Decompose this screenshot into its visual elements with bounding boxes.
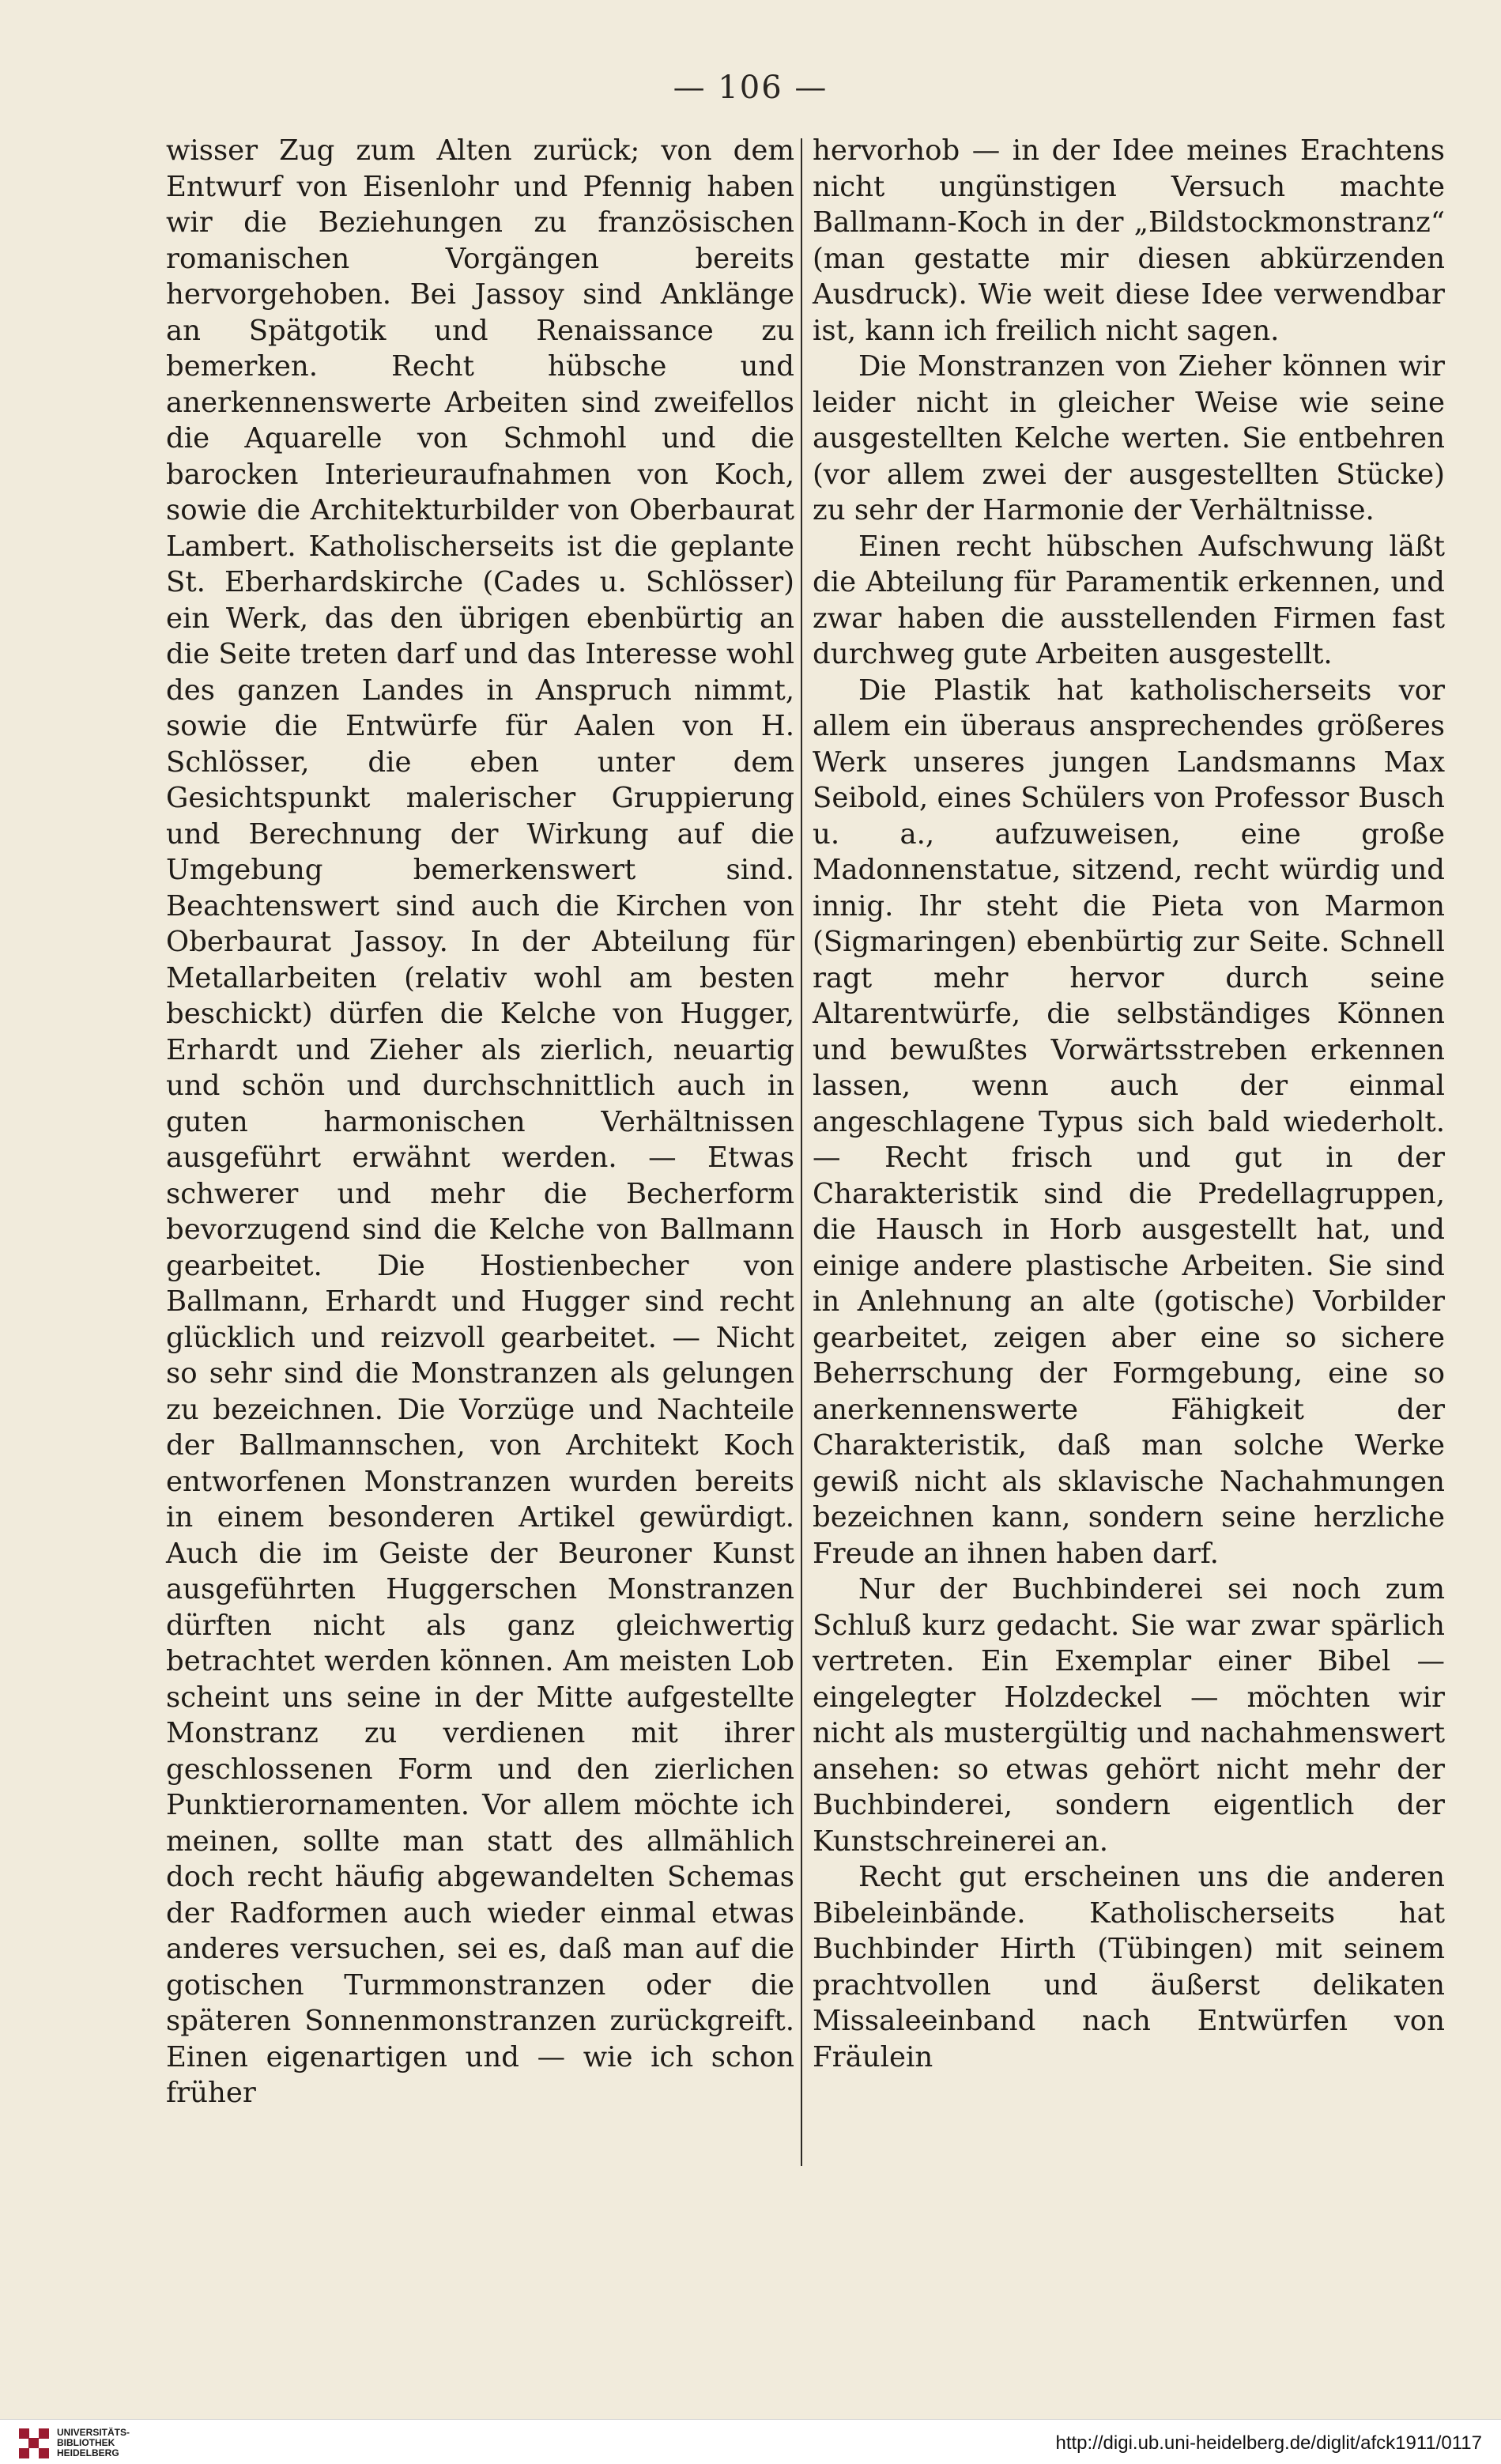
column-divider	[801, 138, 802, 2166]
paragraph: Recht gut erscheinen uns die anderen Bibeleinbände. Katholischerseits hat Buchbinder Hirth (Tübingen) mit seinem prachtvollen und äußerst delikaten Missaleeinband nach Entwürfen von Fräulein	[813, 1861, 1445, 2073]
library-name-line: BIBLIOTHEK	[57, 2437, 115, 2448]
paragraph: Die Plastik hat katholischerseits vor allem ein überaus ansprechendes größeres Werk unseres jungen Landsmanns Max Seibold, eines Schülers von Professor Busch u. a., aufzuweisen, eine große Madonnenstatue, sitzend, recht würdig und innig. Ihr steht die Pieta von Marmon (Sigmaringen) ebenbürtig zur Seite. Schnell ragt mehr hervor durch seine Altarentwürfe, die selbständiges Können und bewußtes Vorwärtsstreben erkennen lassen, wenn auch der einmal angeschlagene Typus sich bald wiederholt. — Recht frisch und gut in der Charakteristik sind die Predellagruppen, die Hausch in Horb ausgestellt hat, und einige andere plastische Arbeiten. Sie sind in Anlehnung an alte (gotische) Vorbilder gearbeitet, zeigen aber eine so sichere Beherrschung der Formgebung, eine so anerkennenswerte Fähigkeit der Charakteristik, daß man solche Werke gewiß nicht als sklavische Nachahmungen bezeichnen kann, sondern seine herzliche Freude an ihnen haben darf.	[813, 674, 1445, 1570]
left-column	[166, 133, 794, 2111]
paragraph: hervorhob — in der Idee meines Erachtens nicht ungünstigen Versuch machte Ballmann-Koch in der „Bildstockmonstranz“ (man gestatte mir diesen abkürzenden Ausdruck). Wie weit diese Idee verwendbar ist, kann ich freilich nicht sagen.	[813, 134, 1445, 347]
page-number: — 106 —	[673, 70, 828, 106]
library-name-line: HEIDELBERG	[57, 2447, 119, 2458]
paragraph: Nur der Buchbinderei sei noch zum Schluß kurz gedacht. Sie war zwar spärlich vertreten. Ein Exemplar einer Bibel — eingelegter Holzdeckel — möchten wir nicht als mustergültig und nachahmenswert ansehen: so etwas gehört nicht mehr der Buchbinderei, sondern eigentlich der Kunstschreinerei an.	[813, 1573, 1445, 1858]
paragraph: wisser Zug zum Alten zurück; von dem Entwurf von Eisenlohr und Pfennig haben wir die Beziehungen zu französischen romanischen Vorgängen bereits hervorgehoben. Bei Jassoy sind Anklänge an Spätgotik und Renaissance zu bemerken. Recht hübsche und anerkennenswerte Arbeiten sind zweifellos die Aquarelle von Schmohl und die barocken Interieuraufnahmen von Koch, sowie die Architekturbilder von Oberbaurat Lambert. Katholischerseits ist die geplante St. Eberhardskirche (Cades u. Schlösser) ein Werk, das den übrigen ebenbürtig an die Seite treten darf und das Interesse wohl des ganzen Landes in Anspruch nimmt, sowie die Entwürfe für Aalen von H. Schlösser, die eben unter dem Gesichtspunkt malerischer Gruppierung und Berechnung der Wirkung auf die Umgebung bemerkenswert sind. Beachtenswert sind auch die Kirchen von Oberbaurat Jassoy. In der Abteilung für Metallarbeiten (relativ wohl am besten beschickt) dürfen die Kelche von Hugger, Erhardt und Zieher als zierlich, neuartig und schön und durchschnittlich auch in guten harmonischen Verhältnissen ausgeführt erwähnt werden. — Etwas schwerer und mehr die Becherform bevorzugend sind die Kelche von Ballmann gearbeitet. Die Hostienbecher von Ballmann, Erhardt und Hugger sind recht glücklich und reizvoll gearbeitet. — Nicht so sehr sind die Monstranzen als gelungen zu bezeichnen. Die Vorzüge und Nachteile der Ballmannschen, von Architekt Koch entworfenen Monstranzen wurden bereits in einem besonderen Artikel gewürdigt. Auch die im Geiste der Beuroner Kunst ausgeführten Huggerschen Monstranzen dürften nicht als ganz gleichwertig betrachtet werden können. Am meisten Lob scheint uns seine in der Mitte aufgestellte Monstranz zu verdienen mit ihrer geschlossenen Form und den zierlichen Punktierornamenten. Vor allem möchte ich meinen, sollte man statt des allmählich doch recht häufig abgewandelten Schemas der Radformen auch wieder einmal etwas anderes versuchen, sei es, daß man auf die gotischen Turmmonstranzen oder die späteren Sonnenmonstranzen zurückgreift. Einen eigenartigen und — wie ich schon früher	[166, 134, 794, 2109]
library-logo[interactable]	[19, 2428, 130, 2458]
source-url-link[interactable]: http://digi.ub.uni-heidelberg.de/diglit/afck1911/0117	[1055, 2432, 1482, 2454]
library-name	[57, 2428, 130, 2458]
library-name-line: UNIVERSITÄTS-	[57, 2427, 130, 2438]
right-column	[813, 133, 1445, 2075]
paragraph: Einen recht hübschen Aufschwung läßt die Abteilung für Paramentik erkennen, und zwar haben die ausstellenden Firmen fast durchweg gute Arbeiten ausgestellt.	[813, 530, 1445, 670]
footer-bar	[0, 2419, 1501, 2464]
library-logo-icon	[19, 2428, 49, 2458]
paragraph: Die Monstranzen von Zieher können wir leider nicht in gleicher Weise wie seine ausgestellten Kelche werten. Sie entbehren (vor allem zwei der ausgestellten Stücke) zu sehr der Harmonie der Verhältnisse.	[813, 350, 1445, 526]
